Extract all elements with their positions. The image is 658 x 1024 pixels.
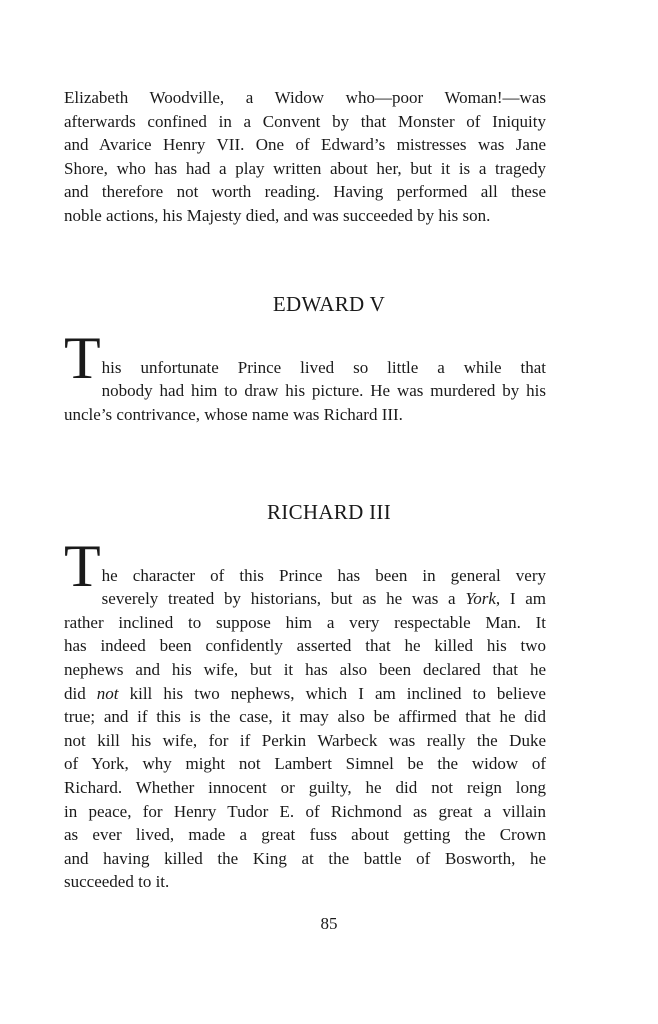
paragraph-line: his unfortunate Prince lived so little a while that [101, 357, 546, 377]
paragraph-line: rather inclined to suppose him a very respectable Man. It [64, 612, 546, 632]
continued-paragraph [64, 86, 546, 228]
paragraph-line: uncle’s contrivance, whose name was Richard III. [64, 404, 403, 424]
paragraph-line: not kill his wife, for if Perkin Warbeck was really the Duke [64, 730, 546, 750]
line-text: kill his two nephews, which I am inclined to believe [118, 683, 546, 703]
paragraph-line: as ever lived, made a great fuss about getting the Crown [64, 825, 546, 845]
paragraph-line: succeeded to it. [64, 872, 170, 892]
paragraph-line: he character of this Prince has been in general very [101, 565, 546, 585]
line-text: , I am [495, 589, 546, 609]
line-text: severely treated by historians, but as he was a [101, 589, 466, 609]
paragraph-line: and therefore not worth reading. Having performed all these [64, 182, 546, 202]
paragraph-line: of York, why might not Lambert Simnel be the widow of [64, 754, 546, 774]
paragraph-line: Shore, who has had a play written about her, but it is a tragedy [64, 158, 546, 178]
paragraph-line: nobody had him to draw his picture. He was murdered by his [101, 381, 546, 401]
paragraph-line: afterwards confined in a Convent by that Monster of Iniquity [64, 111, 546, 131]
paragraph-line: and having killed the King at the battle of Bosworth, he [64, 848, 546, 868]
paragraph-line: nephews and his wife, but it has also been declared that he [64, 659, 546, 679]
paragraph-line: noble actions, his Majesty died, and was succeeded by his son. [64, 205, 491, 225]
italic-word: York [465, 589, 496, 609]
line-text: did [64, 683, 97, 703]
section-heading-richard-iii: RICHARD III [266, 500, 392, 524]
paragraph-line [64, 587, 546, 611]
edward-v-paragraph [64, 325, 546, 426]
section-heading-edward-v: EDWARD V [272, 292, 386, 316]
paragraph-line: true; and if this is the case, it may also be affirmed that he did [64, 707, 546, 727]
paragraph-line: has indeed been confidently asserted that he killed his two [64, 636, 546, 656]
paragraph-line: Elizabeth Woodville, a Widow who—poor Woman!—was [64, 88, 546, 107]
drop-cap: T [64, 325, 101, 391]
drop-cap: T [64, 533, 101, 599]
richard-iii-paragraph [64, 533, 546, 894]
paragraph-line: and Avarice Henry VII. One of Edward’s mistresses was Jane [64, 135, 546, 155]
page-number: 85 [320, 914, 338, 933]
paragraph-line: Richard. Whether innocent or guilty, he did not reign long [64, 777, 546, 797]
paragraph-line: in peace, for Henry Tudor E. of Richmond as great a villain [64, 801, 546, 821]
italic-word: not [96, 683, 119, 703]
paragraph-line [64, 682, 546, 706]
